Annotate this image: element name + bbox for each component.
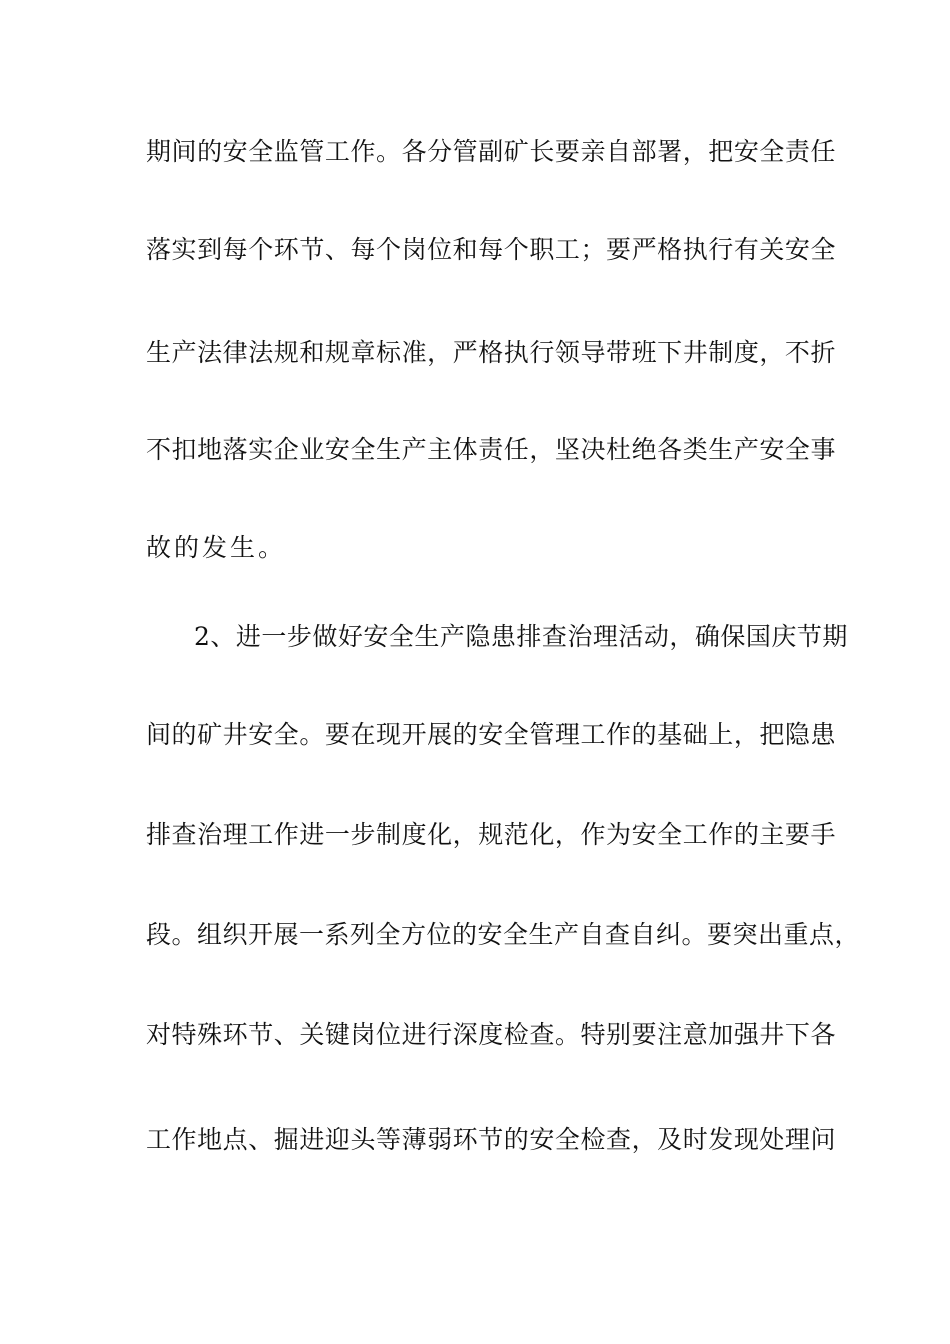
text-line-3: 生产法律法规和规章标准，严格执行领导带班下井制度，不折 [146,338,836,367]
text-line-2: 落实到每个环节、每个岗位和每个职工；要严格执行有关安全 [146,235,836,264]
text-line-7: 间的矿井安全。要在现开展的安全管理工作的基础上，把隐患 [146,720,836,749]
text-line-10: 对特殊环节、关键岗位进行深度检查。特别要注意加强井下各 [146,1020,836,1049]
text-line-9: 段。组织开展一系列全方位的安全生产自查自纠。要突出重点， [146,920,861,949]
text-line-11: 工作地点、掘进迎头等薄弱环节的安全检查，及时发现处理问 [146,1125,836,1154]
text-line-1: 期间的安全监管工作。各分管副矿长要亲自部署，把安全责任 [146,137,836,166]
text-line-5: 故的发生。 [146,533,287,562]
text-line-8: 排查治理工作进一步制度化，规范化，作为安全工作的主要手 [146,820,836,849]
text-line-4: 不扣地落实企业安全生产主体责任，坚决杜绝各类生产安全事 [146,435,836,464]
text-line-6: 2、进一步做好安全生产隐患排查治理活动，确保国庆节期 [194,622,848,651]
